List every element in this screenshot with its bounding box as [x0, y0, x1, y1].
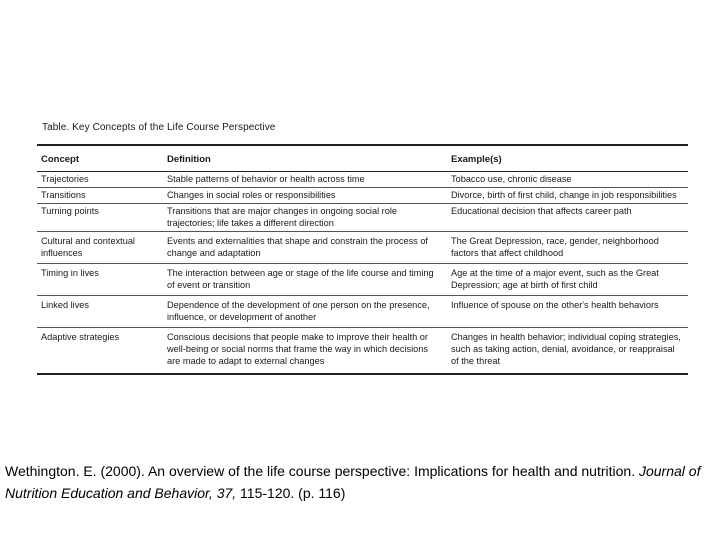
cell-concept: Cultural and contextual influences: [37, 232, 163, 264]
header-definition: Definition: [163, 145, 447, 172]
cell-example: Educational decision that affects career path: [447, 204, 688, 232]
table-row: [37, 188, 688, 204]
cell-definition: The interaction between age or stage of the life course and timing of event or transition: [163, 264, 447, 296]
cell-concept: Transitions: [37, 188, 163, 204]
cell-concept: Adaptive strategies: [37, 328, 163, 375]
cell-definition: Events and externalities that shape and constrain the process of change and adaptation: [163, 232, 447, 264]
table-row: [37, 328, 688, 375]
citation-text: Wethington. E. (2000). An overview of the life course perspective: Implications for health and nutrition.: [5, 463, 639, 479]
table-row: [37, 296, 688, 328]
cell-definition: Conscious decisions that people make to improve their health or well-being or social norms that frame the way in which decisions are made to adapt to external changes: [163, 328, 447, 375]
table-row: [37, 232, 688, 264]
cell-definition: Stable patterns of behavior or health across time: [163, 172, 447, 188]
cell-example: Age at the time of a major event, such as the Great Depression; age at birth of first child: [447, 264, 688, 296]
cell-example: Tobacco use, chronic disease: [447, 172, 688, 188]
cell-example: Influence of spouse on the other's health behaviors: [447, 296, 688, 328]
cell-concept: Timing in lives: [37, 264, 163, 296]
citation: [5, 460, 725, 504]
table-header-row: [37, 145, 688, 172]
cell-example: The Great Depression, race, gender, neighborhood factors that affect childhood: [447, 232, 688, 264]
cell-definition: Changes in social roles or responsibilities: [163, 188, 447, 204]
cell-concept: Linked lives: [37, 296, 163, 328]
table-row: [37, 264, 688, 296]
table-caption: Table. Key Concepts of the Life Course Perspective: [42, 122, 276, 133]
cell-definition: Dependence of the development of one person on the presence, influence, or development of another: [163, 296, 447, 328]
cell-definition: Transitions that are major changes in ongoing social role trajectories; life takes a different direction: [163, 204, 447, 232]
table-row: [37, 172, 688, 188]
key-concepts-table: [37, 144, 688, 375]
cell-example: Changes in health behavior; individual coping strategies, such as taking action, denial, avoidance, or reappraisal of the threat: [447, 328, 688, 375]
cell-concept: Trajectories: [37, 172, 163, 188]
cell-concept: Turning points: [37, 204, 163, 232]
header-examples: Example(s): [447, 145, 688, 172]
table-row: [37, 204, 688, 232]
cell-example: Divorce, birth of first child, change in job responsibilities: [447, 188, 688, 204]
citation-pages: 115-120. (p. 116): [236, 485, 346, 501]
citation-journal: Journal of Nutrition Education and Behavior, 37,: [5, 463, 701, 501]
header-concept: Concept: [37, 145, 163, 172]
